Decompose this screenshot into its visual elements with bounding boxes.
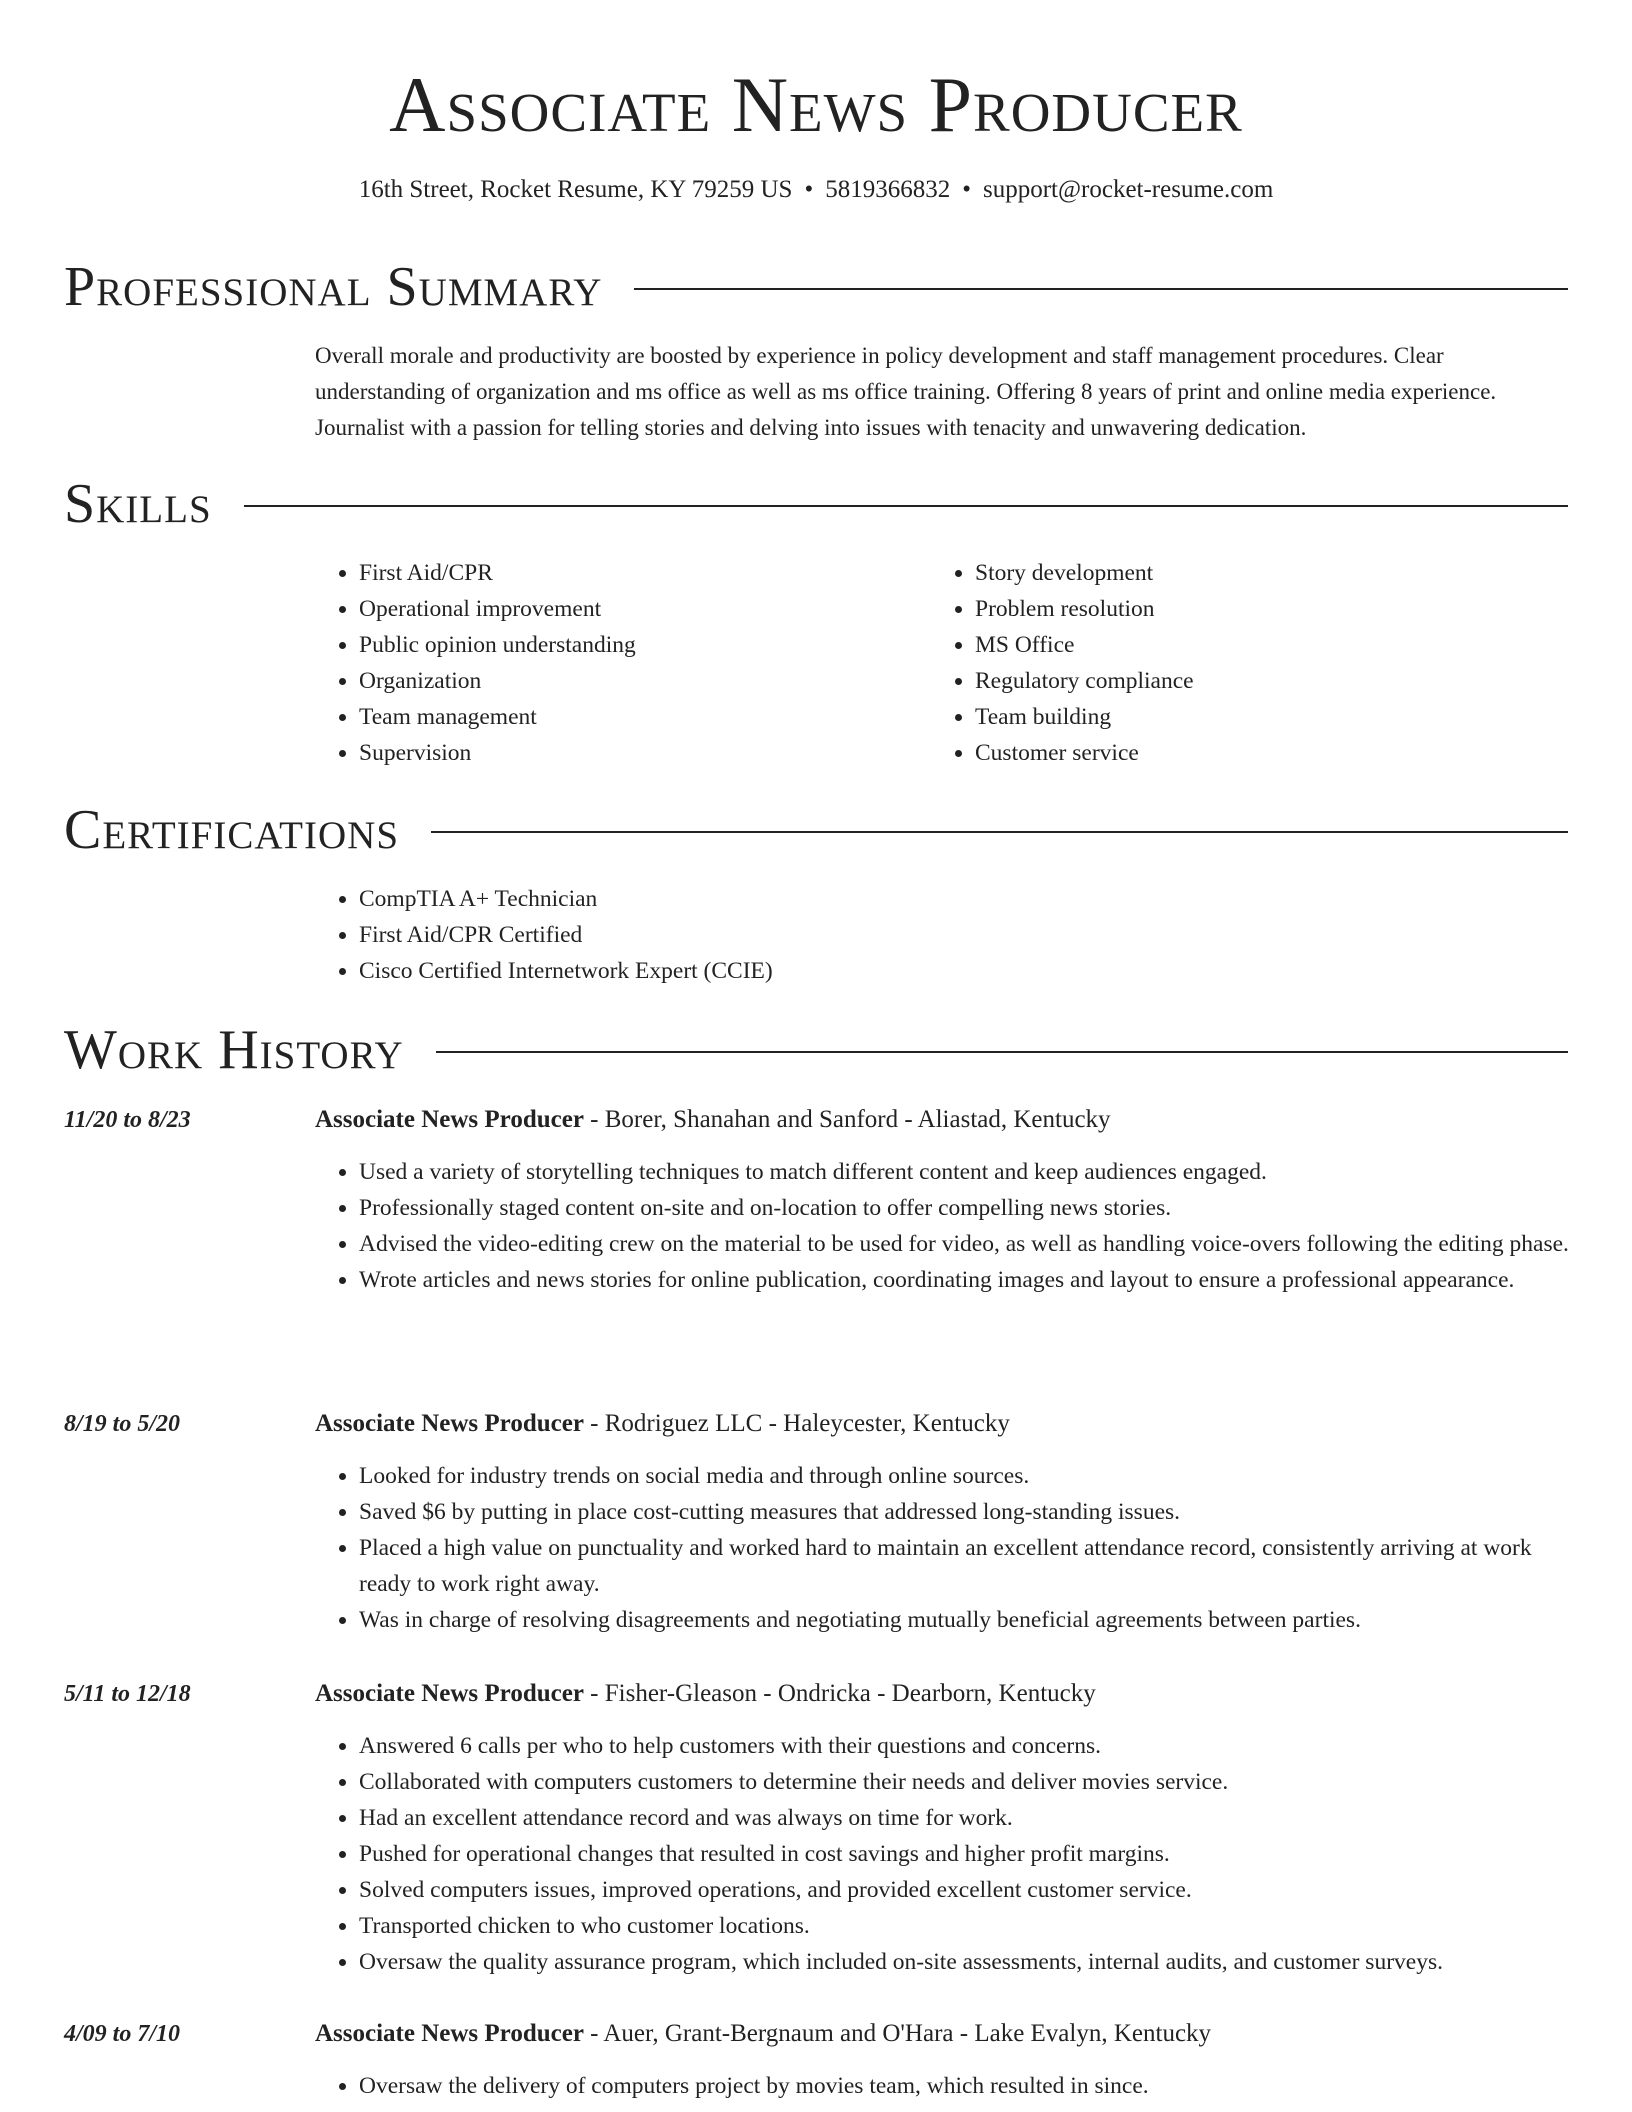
section-divider — [634, 288, 1568, 290]
section-title-skills: Skills — [64, 473, 212, 535]
job-company-location: - Rodriguez LLC - Haleycester, Kentucky — [583, 1410, 1010, 1437]
skill-item: • Story development — [975, 555, 1531, 591]
section-title-work-history: Work History — [64, 1019, 404, 1081]
skills-column-left — [315, 555, 915, 771]
job-bullet: • Was in charge of resolving disagreements and negotiating mutually beneficial agreements between parties. — [359, 1602, 1575, 1638]
contact-address: 16th Street, Rocket Resume, KY 79259 US — [358, 176, 793, 203]
job-heading — [315, 1676, 1096, 1712]
job-bullet: • Transported chicken to who customer locations. — [359, 1908, 1575, 1944]
skills-column-right — [931, 555, 1531, 771]
job-bullet: • Oversaw the quality assurance program, which included on-site assessments, internal audits, and customer surveys. — [359, 1944, 1575, 1980]
job-dates: 8/19 to 5/20 — [64, 1411, 181, 1437]
job-role: Associate News Producer — [315, 1106, 584, 1133]
job-company-location: - Auer, Grant-Bergnaum and O'Hara - Lake Evalyn, Kentucky — [583, 2020, 1212, 2047]
job-bullets — [315, 1728, 1575, 1980]
contact-phone: 5819366832 — [825, 176, 951, 203]
job-role: Associate News Producer — [315, 2020, 584, 2047]
certification-item: • Cisco Certified Internetwork Expert (CCIE) — [359, 953, 1575, 989]
skill-item: • Supervision — [359, 735, 915, 771]
skill-item: • Regulatory compliance — [975, 663, 1531, 699]
certification-item: • CompTIA A+ Technician — [359, 881, 1575, 917]
job-heading — [315, 1406, 1010, 1442]
job-bullet: • Placed a high value on punctuality and worked hard to maintain an excellent attendance record, consistently arriving at work ready to work right away. — [359, 1530, 1575, 1602]
section-title-certifications: Certifications — [64, 799, 400, 861]
skill-item: • Operational improvement — [359, 591, 915, 627]
job-bullet: • Answered 6 calls per who to help customers with their questions and concerns. — [359, 1728, 1575, 1764]
section-divider — [431, 831, 1568, 833]
job-bullet: • Oversaw the delivery of computers project by movies team, which resulted in since. — [359, 2068, 1575, 2104]
job-bullets — [315, 1458, 1575, 1638]
section-divider — [436, 1051, 1568, 1053]
skill-item: • Customer service — [975, 735, 1531, 771]
job-bullet: • Wrote articles and news stories for online publication, coordinating images and layout to ensure a professional appearance. — [359, 1262, 1575, 1298]
job-dates: 11/20 to 8/23 — [64, 1107, 191, 1133]
job-dates: 5/11 to 12/18 — [64, 1681, 191, 1707]
job-heading — [315, 2016, 1211, 2052]
job-role: Associate News Producer — [315, 1680, 584, 1707]
job-bullet: • Used a variety of storytelling techniques to match different content and keep audiences engaged. — [359, 1154, 1575, 1190]
job-dates: 4/09 to 7/10 — [64, 2021, 181, 2047]
section-header-skills — [64, 472, 1568, 536]
job-bullets — [315, 1154, 1575, 1298]
certification-item: • First Aid/CPR Certified — [359, 917, 1575, 953]
skill-item: • MS Office — [975, 627, 1531, 663]
resume-title: Associate News Producer — [389, 61, 1243, 148]
job-bullet: • Pushed for operational changes that resulted in cost savings and higher profit margins. — [359, 1836, 1575, 1872]
section-header-work-history — [64, 1018, 1568, 1082]
job-role: Associate News Producer — [315, 1410, 584, 1437]
job-company-location: - Borer, Shanahan and Sanford - Aliastad, Kentucky — [583, 1106, 1111, 1133]
skill-item: • First Aid/CPR — [359, 555, 915, 591]
skill-item: • Public opinion understanding — [359, 627, 915, 663]
job-heading — [315, 1102, 1111, 1138]
job-bullet: • Advised the video-editing crew on the material to be used for video, as well as handling voice-overs following the editing phase. — [359, 1226, 1575, 1262]
skills-list-left — [315, 555, 915, 771]
contact-separator: • — [962, 176, 971, 203]
job-bullet: • Looked for industry trends on social media and through online sources. — [359, 1458, 1575, 1494]
contact-email: support@rocket-resume.com — [983, 176, 1274, 203]
certifications-list — [315, 881, 1575, 989]
section-header-summary — [64, 255, 1568, 319]
job-bullet: • Solved computers issues, improved operations, and provided excellent customer service. — [359, 1872, 1575, 1908]
job-bullets — [315, 2068, 1575, 2104]
skill-item: • Team building — [975, 699, 1531, 735]
job-bullet: • Saved $6 by putting in place cost-cutting measures that addressed long-standing issues. — [359, 1494, 1575, 1530]
job-bullet: • Collaborated with computers customers to determine their needs and deliver movies service. — [359, 1764, 1575, 1800]
section-divider — [244, 505, 1568, 507]
skill-item: • Organization — [359, 663, 915, 699]
summary-text: Overall morale and productivity are boosted by experience in policy development and staff management procedures. Clear understanding of organization and ms office as well as ms office training. Offering 8 years of print and online media experience. Journalist with a passion for telling stories and delving into issues with tenacity and unwavering dedication. — [315, 343, 1497, 440]
section-header-certifications — [64, 798, 1568, 862]
contact-line — [0, 175, 1632, 205]
skill-item: • Problem resolution — [975, 591, 1531, 627]
section-title-summary: Professional Summary — [64, 256, 603, 318]
job-bullet: • Had an excellent attendance record and was always on time for work. — [359, 1800, 1575, 1836]
contact-separator: • — [804, 176, 814, 203]
job-company-location: - Fisher-Gleason - Ondricka - Dearborn, Kentucky — [583, 1680, 1096, 1707]
skill-item: • Team management — [359, 699, 915, 735]
certifications-block — [315, 881, 1575, 989]
job-bullet: • Professionally staged content on-site and on-location to offer compelling news stories. — [359, 1190, 1575, 1226]
skills-list-right — [931, 555, 1531, 771]
